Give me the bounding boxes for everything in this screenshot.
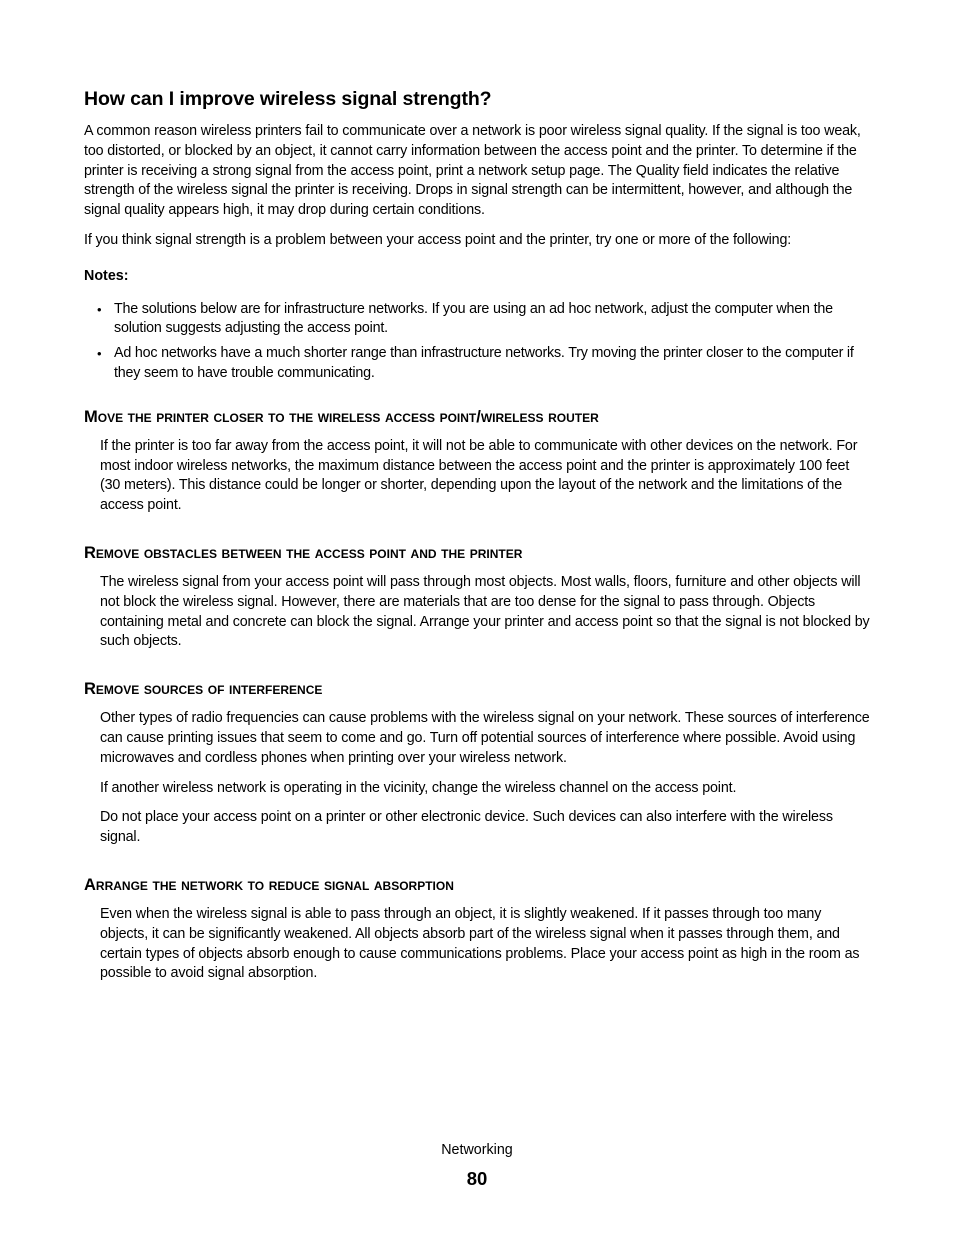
section-heading: Remove sources of interference bbox=[84, 680, 323, 699]
footer-section-label: Networking bbox=[441, 1142, 513, 1158]
page-number: 80 bbox=[466, 1168, 488, 1189]
section-paragraph: Other types of radio frequencies can cause problems with the wireless signal on your network. These sources of interference can cause printing issues that seem to come and go. Turn off potential sources of interference where possible. Avoid using microwaves and cordless phones when printing over your wireless network. bbox=[100, 710, 870, 766]
notes-list bbox=[84, 300, 872, 384]
note-text: Ad hoc networks have a much shorter range than infrastructure networks. Try moving the printer closer to the computer if they seem to have trouble communicating. bbox=[114, 345, 854, 381]
intro-paragraph: If you think signal strength is a problem between your access point and the printer, try one or more of the following: bbox=[84, 231, 792, 248]
note-item bbox=[84, 344, 872, 384]
section-heading: Move the printer closer to the wireless access point/wireless router bbox=[84, 407, 599, 426]
section-paragraph: If another wireless network is operating in the vicinity, change the wireless channel on the access point. bbox=[100, 779, 737, 796]
section-paragraph: Do not place your access point on a printer or other electronic device. Such devices can also interfere with the wireless signal. bbox=[100, 809, 833, 846]
section-move-printer bbox=[84, 406, 872, 516]
notes-label: Notes: bbox=[84, 267, 129, 284]
section-heading: Arrange the network to reduce signal absorption bbox=[84, 875, 454, 894]
section-paragraph: The wireless signal from your access point will pass through most objects. Most walls, floors, furniture and other objects will not block the wireless signal. However, there are materials that are too dense for the signal to pass through. Objects containing metal and concrete can block the signal. Arrange your printer and access point so that the signal is not blocked by such objects. bbox=[100, 573, 870, 650]
section-paragraph: Even when the wireless signal is able to pass through an object, it is slightly weakened. If it passes through too many objects, it can be significantly weakened. All objects absorb part of the wireless signal when it passes through them, and certain types of objects absorb enough to cause communications problems. Place your access point as high in the room as possible to avoid signal absorption. bbox=[100, 905, 860, 982]
section-remove-interference bbox=[84, 678, 872, 848]
section-heading: Remove obstacles between the access point and the printer bbox=[84, 543, 523, 562]
note-item bbox=[84, 300, 872, 340]
bullet-icon: • bbox=[97, 301, 102, 317]
section-reduce-absorption bbox=[84, 874, 872, 984]
section-paragraph: If the printer is too far away from the access point, it will not be able to communicate with other devices on the network. For most indoor wireless networks, the maximum distance between the access point and the printer is approximately 100 feet (30 meters). This distance could be longer or shorter, depending upon the layout of the network and the limitations of the access point. bbox=[100, 437, 858, 514]
bullet-icon: • bbox=[97, 346, 102, 362]
page-content bbox=[84, 86, 872, 994]
intro-paragraph: A common reason wireless printers fail to communicate over a network is poor wireless signal quality. If the signal is too weak, too distorted, or blocked by an object, it cannot carry information between the access point and the printer. To determine if the printer is receiving a strong signal from the access point, print a network setup page. The Quality field indicates the relative strength of the wireless signal the printer is receiving. Drops in signal strength can be intermittent, however, and although the signal quality appears high, it may drop during certain conditions. bbox=[84, 123, 861, 219]
section-remove-obstacles bbox=[84, 542, 872, 652]
page-title: How can I improve wireless signal strength? bbox=[84, 88, 492, 110]
note-text: The solutions below are for infrastructure networks. If you are using an ad hoc network, adjust the computer when the solution suggests adjusting the access point. bbox=[114, 300, 833, 337]
